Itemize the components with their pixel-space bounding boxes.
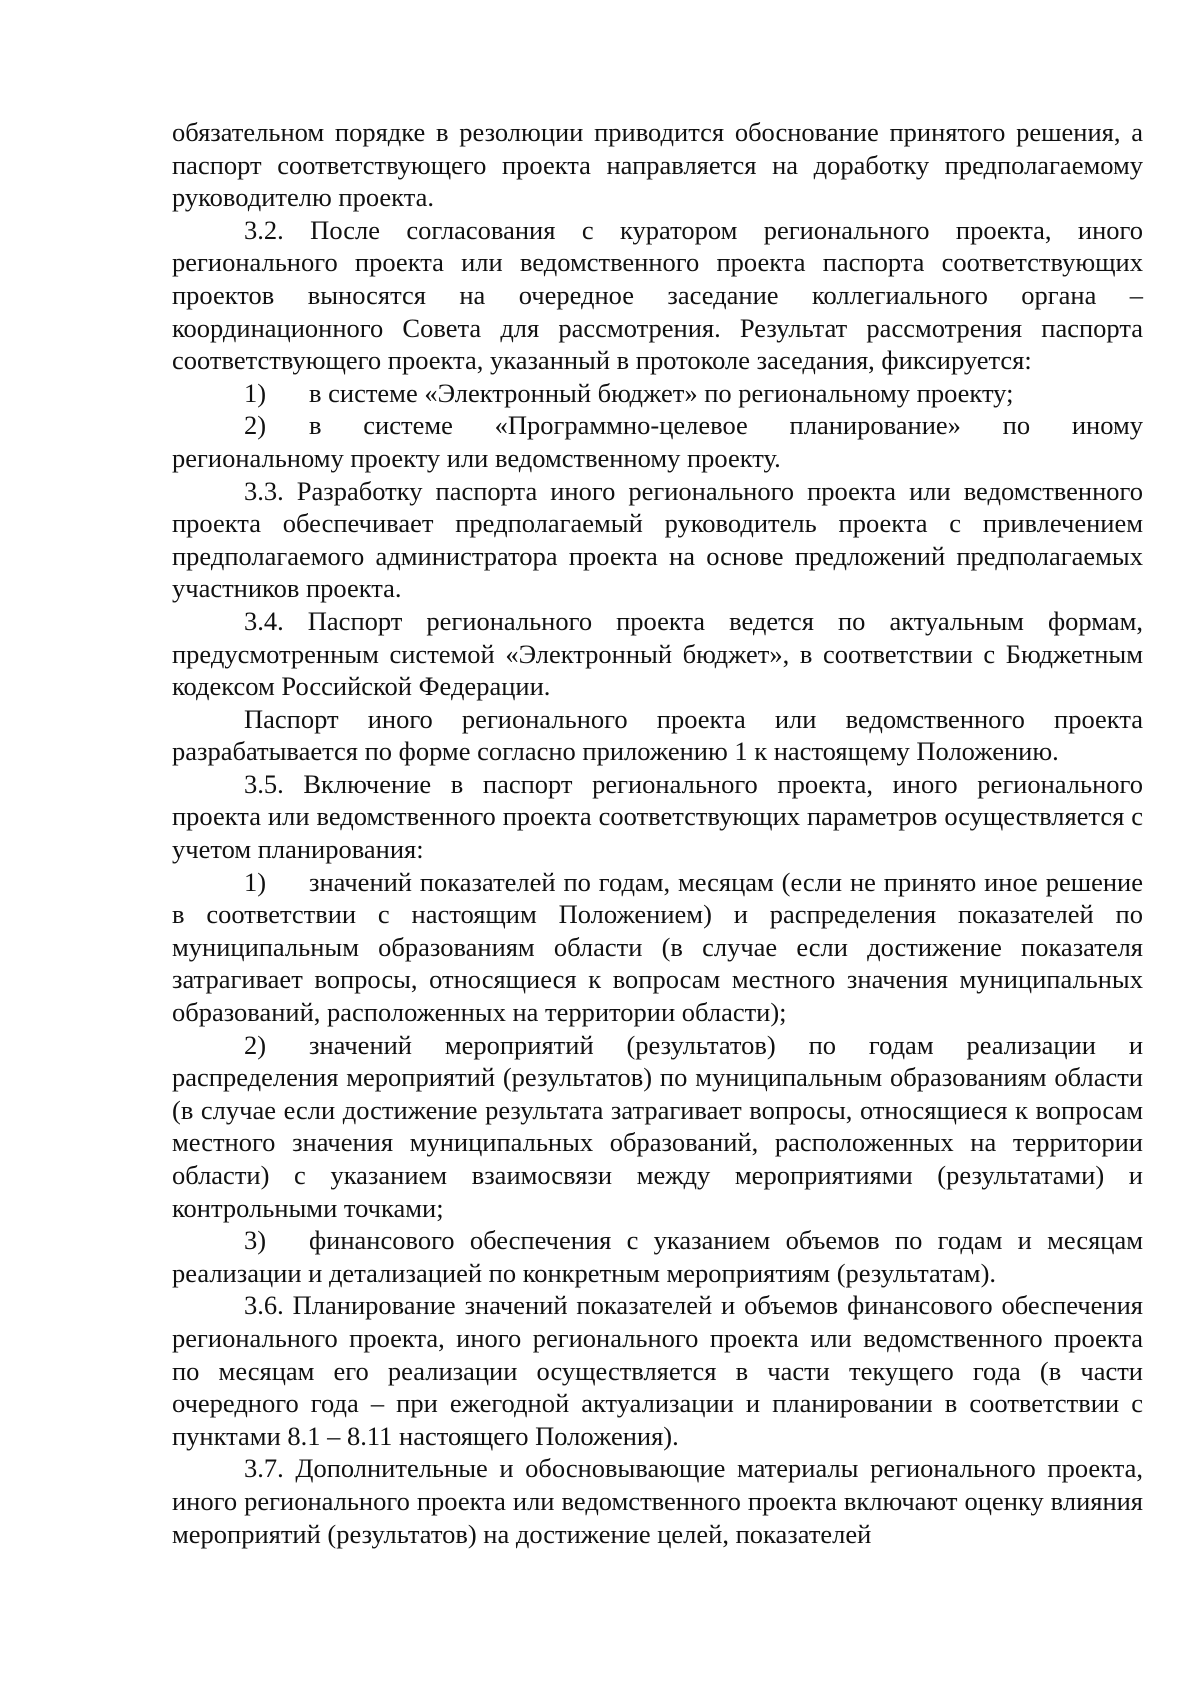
paragraph-3-7: 3.7. Дополнительные и обосновывающие материалы регионального проекта, иного регионального проекта или ведомственного проекта включают оценку влияния мероприятий (результатов) на достижение целей, показателей	[172, 1453, 1143, 1549]
list-item-text: финансового обеспечения с указанием объемов по годам и месяцам реализации и детализацией по конкретным мероприятиям (результатам).	[172, 1225, 1143, 1288]
list-item	[172, 409, 1143, 474]
list-item-text: в системе «Электронный бюджет» по региональному проекту;	[309, 377, 1014, 408]
document-body	[172, 116, 1143, 1550]
list-item-number: 1)	[244, 866, 267, 897]
list-item-number: 1)	[244, 377, 267, 408]
list-item-text: в системе «Программно-целевое планирование» по иному региональному проекту или ведомственному проекту.	[172, 410, 1143, 473]
list-item	[172, 1029, 1143, 1225]
paragraph-passport-form: Паспорт иного регионального проекта или ведомственного проекта разрабатывается по форме согласно приложению 1 к настоящему Положению.	[172, 703, 1143, 767]
list-item	[172, 377, 1143, 410]
paragraph-3-3: 3.3. Разработку паспорта иного регионального проекта или ведомственного проекта обеспечивает предполагаемый руководитель проекта с привлечением предполагаемого администратора проекта на основе предложений предполагаемых участников проекта.	[172, 475, 1143, 604]
paragraph-continuation: обязательном порядке в резолюции приводится обоснование принятого решения, а паспорт соответствующего проекта направляется на доработку предполагаемому руководителю проекта.	[172, 117, 1143, 213]
list-item-text: значений показателей по годам, месяцам (если не принято иное решение в соответствии с настоящим Положением) и распределения показателей по муниципальным образованиям области (в случае если достижение показателя затрагивает вопросы, относящиеся к вопросам местного значения муниципальных образований, расположенных на территории области);	[172, 866, 1143, 1028]
list-item	[172, 1224, 1143, 1289]
paragraph-3-4: 3.4. Паспорт регионального проекта ведется по актуальным формам, предусмотренным системой «Электронный бюджет», в соответствии с Бюджетным кодексом Российской Федерации.	[172, 605, 1143, 702]
list-item-number: 3)	[244, 1225, 267, 1256]
list-item-number: 2)	[244, 410, 267, 441]
list-item	[172, 866, 1143, 1029]
list-item-number: 2)	[244, 1029, 267, 1060]
paragraph-3-6: 3.6. Планирование значений показателей и объемов финансового обеспечения регионального проекта, иного регионального проекта или ведомственного проекта по месяцам его реализации осуществляется в части текущего года (в части очередного года – при ежегодной актуализации и планировании в соответствии с пунктами 8.1 – 8.11 настоящего Положения).	[172, 1290, 1143, 1451]
paragraph-3-5: 3.5. Включение в паспорт регионального проекта, иного регионального проекта или ведомственного проекта соответствующих параметров осуществляется с учетом планирования:	[172, 768, 1143, 865]
list-item-text: значений мероприятий (результатов) по годам реализации и распределения мероприятий (результатов) по муниципальным образованиям области (в случае если достижение результата затрагивает вопросы, относящиеся к вопросам местного значения муниципальных образований, расположенных на территории области) с указанием взаимосвязи между мероприятиями (результатами) и контрольными точками;	[172, 1029, 1143, 1223]
paragraph-3-2: 3.2. После согласования с куратором регионального проекта, иного регионального проекта или ведомственного проекта паспорта соответствующих проектов выносятся на очередное заседание коллегиального органа – координационного Совета для рассмотрения. Результат рассмотрения паспорта соответствующего проекта, указанный в протоколе заседания, фиксируется:	[172, 214, 1143, 376]
